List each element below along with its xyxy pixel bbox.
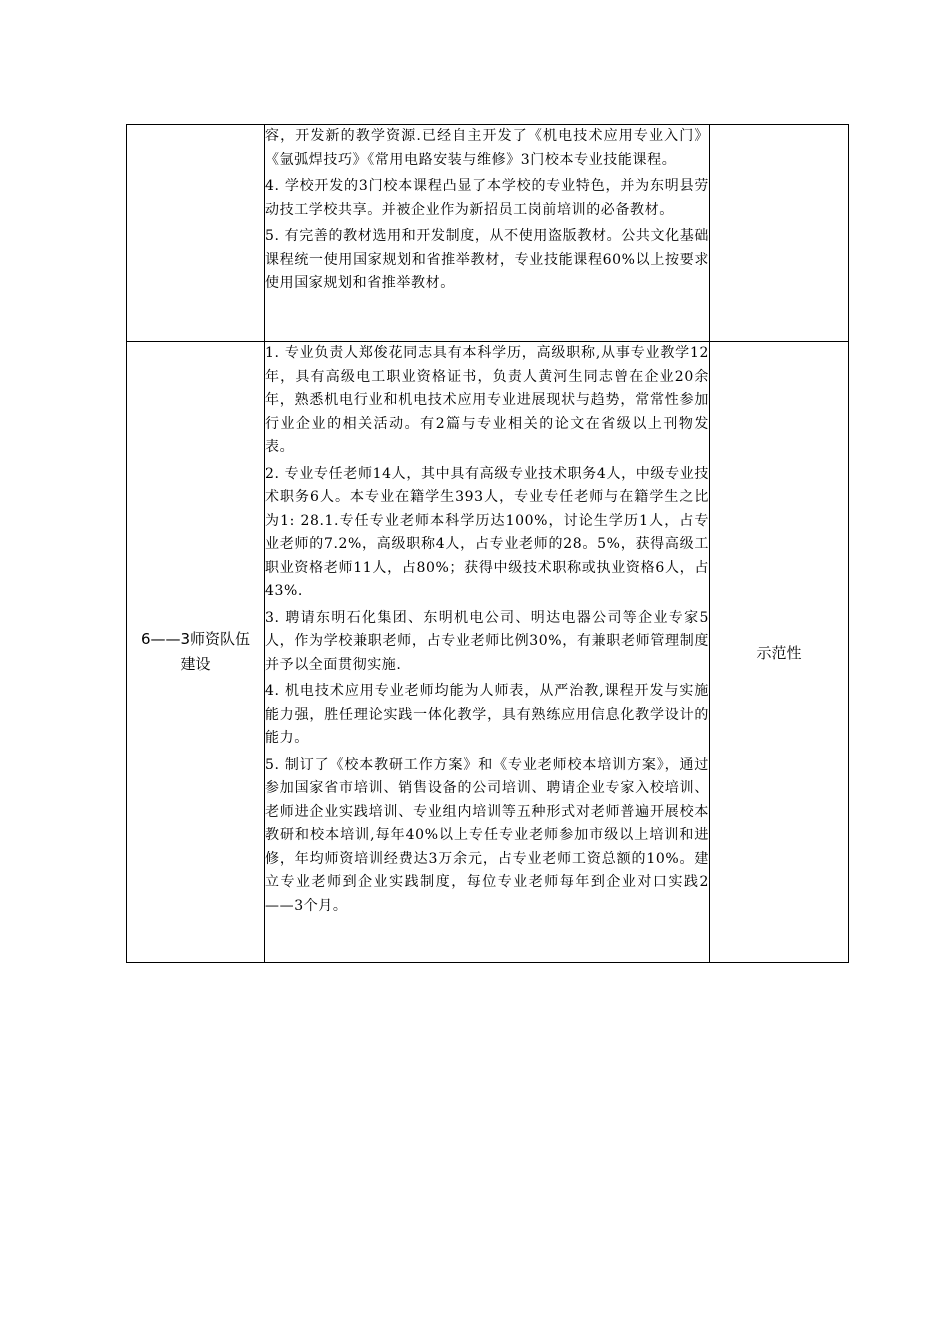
row-content-cell bbox=[265, 125, 710, 342]
table-row bbox=[127, 125, 849, 342]
row-rating-cell bbox=[710, 125, 849, 342]
table-row bbox=[127, 342, 849, 963]
row-label-cell bbox=[127, 125, 265, 342]
row-content-cell bbox=[265, 342, 710, 963]
content-paragraph: 5. 有完善的教材选用和开发制度，从不使用盗版教材。公共文化基础课程统一使用国家规划和省推举教材，专业技能课程60%以上按要求使用国家规划和省推举教材。 bbox=[265, 228, 709, 291]
content-paragraph: 1. 专业负责人郑俊花同志具有本科学历，高级职称,从事专业教学12年，具有高级电工职业资格证书，负责人黄河生同志曾在企业20余年，熟悉机电行业和机电技术应用专业进展现状与趋势，常常性参加行业企业的相关活动。有2篇与专业相关的论文在省级以上刊物发表。 bbox=[265, 345, 709, 455]
content-paragraph: 3. 聘请东明石化集团、东明机电公司、明达电器公司等企业专家5人，作为学校兼职老师，占专业老师比例30%，有兼职老师管理制度并予以全面贯彻实施. bbox=[265, 609, 709, 673]
row-label: 6——3师资队伍建设 bbox=[140, 630, 251, 673]
content-paragraph: 容，开发新的教学资源.已经自主开发了《机电技术应用专业入门》《氩弧焊技巧》《常用电路安装与维修》3门校本专业技能课程。 bbox=[265, 128, 709, 168]
content-paragraph: 4. 学校开发的3门校本课程凸显了本学校的专业特色，并为东明县劳动技工学校共享。并被企业作为新招员工岗前培训的必备教材。 bbox=[265, 178, 709, 218]
content-paragraph: 2. 专业专任老师14人，其中具有高级专业技术职务4人，中级专业技术职务6人。本专业在籍学生393人，专业专任老师与在籍学生之比为1: 28.1.专任专业老师本科学历达100%，讨论生学历1人，占专业老师的7.2%，高级职称4人，占专业老师的28。5%，获得高级工职业资格老师11人，占80%；获得中级技术职称或执业资格6人，占43%. bbox=[265, 465, 709, 599]
row-rating-cell bbox=[710, 342, 849, 963]
evaluation-table bbox=[126, 124, 849, 963]
content-paragraph: 5. 制订了《校本教研工作方案》和《专业老师校本培训方案》，通过参加国家省市培训、销售设备的公司培训、聘请企业专家入校培训、老师进企业实践培训、专业组内培训等五种形式对老师普遍开展校本教研和校本培训,每年40%以上专任专业老师参加市级以上培训和进修，年均师资培训经费达3万余元，占专业老师工资总额的10%。建立专业老师到企业实践制度，每位专业老师每年到企业对口实践2——3个月。 bbox=[265, 756, 709, 914]
rating-label: 示范性 bbox=[756, 643, 802, 662]
row-label-cell bbox=[127, 342, 265, 963]
content-paragraph: 4. 机电技术应用专业老师均能为人师表，从严治教,课程开发与实施能力强，胜任理论实践一体化教学，具有熟练应用信息化教学设计的能力。 bbox=[265, 683, 709, 746]
